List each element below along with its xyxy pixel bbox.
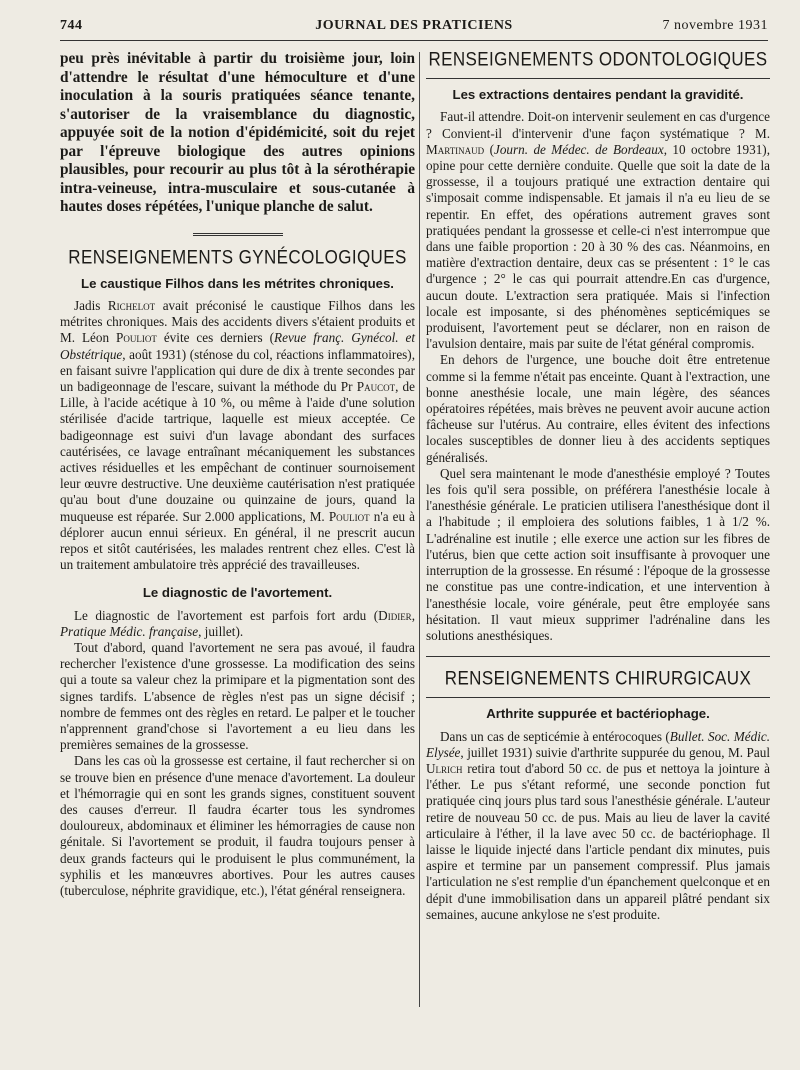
running-header — [60, 18, 768, 41]
article-paragraph: Dans un cas de septicémie à entérocoques (Bullet. Soc. Médic. Elysée, juillet 1931) suivie d'arthrite suppurée du genou, M. Paul Ulrich retira tout d'abord 50 cc. de pus et nettoya la jointure à l'éther. Le pus s'étant reformé, une seconde ponction fut pratiquée cinq jours plus tard sous l'anesthésie générale. L'auteur retire de nouveau 50 cc. de pus. Mais au lieu de laver la cavité articulaire à l'éther, il la lave avec 50 cc. de bactériophage. Il laisse le liquide injecté dans l'article pendant dix minutes, puis aspire et termine par un pansement compressif. Plus jamais l'articulation ne s'est remplie d'un épanchement quelconque et en dépit d'une immobilisation dans un appareil plâtré pendant six semaines, aucune ankylose ne s'est produite. — [426, 728, 771, 922]
article-paragraph: Quel sera maintenant le mode d'anesthésie employé ? Toutes les fois qu'il sera possible, on préférera l'anesthésie locale à l'anesthésie générale. Le praticien utilisera l'anesthésique dont il a l'habitude ; il emploiera des solutions faibles, 1 à 1/2 %. L'adrénaline est inutile ; elle exerce une action sur les fibres de l'utérus, bien que cette action soit insuffisante à provoquer une interruption de la grossesse. En résumé : l'époque de la grossesse ne constitue pas une contre-indication, et une intervention à l'anesthésie locale, voire générale, peut être employée sans hésitation. Il vaut mieux supprimer l'adrénaline dans les solutions anesthésiques. — [426, 465, 770, 643]
section-title-gynecologiques: RENSEIGNEMENTS GYNÉCOLOGIQUES — [68, 245, 407, 268]
left-column — [60, 50, 415, 899]
section-rule — [426, 697, 770, 698]
article-title-avortement: Le diagnostic de l'avortement. — [142, 585, 333, 601]
article-title-arthrite: Arthrite suppurée et bactériophage. — [486, 706, 710, 722]
column-divider — [419, 52, 420, 1007]
section-rule — [426, 78, 770, 79]
journal-reference: Bullet. Soc. Médic. Elysée — [426, 728, 771, 760]
section-block-chirurgicaux — [426, 656, 770, 923]
journal-reference: Revue franç. Gynécol. et Obstétrique — [60, 330, 416, 362]
journal-reference: Journ. de Médec. de Bordeaux — [493, 141, 664, 157]
author-name: Martinaud — [426, 141, 485, 157]
author-name: Paucot — [356, 378, 396, 394]
section-title-odontologiques: RENSEIGNEMENTS ODONTOLOGIQUES — [428, 48, 768, 71]
author-name: Pouliot — [328, 508, 370, 524]
section-title-chirurgicaux: RENSEIGNEMENTS CHIRURGICAUX — [444, 667, 752, 690]
article-title-extractions: Les extractions dentaires pendant la gravidité. — [452, 87, 744, 103]
article-paragraph: Tout d'abord, quand l'avortement ne sera pas avoué, il faudra rechercher l'existence d'une grossesse. La modification des seins qui a toute sa valeur chez la primipare et la pigmentation sont des signes tardifs. L'absence de règles n'est pas un signe décisif ; nombre de femmes ont des règles en retard. Le palper et le toucher n'apprennent grand'chose si l'avortement a eu lieu dans les premières semaines de la grossesse. — [60, 639, 415, 753]
section-separator — [193, 233, 283, 236]
author-name: Pouliot — [116, 330, 157, 346]
article-paragraph: En dehors de l'urgence, une bouche doit être entretenue comme si la femme n'était pas enceinte. Quant à l'extraction, une bonne anesthésie locale, une main légère, des séances opératoires répétées, mais brèves ne peuvent avoir aucune action fâcheuse sur l'utérus. Au contraire, elles évitent des infections locales susceptibles de donner lieu à des accidents septiques généralisés. — [426, 352, 770, 465]
author-name: Ulrich — [426, 760, 463, 776]
article-paragraph: Le diagnostic de l'avortement est parfois fort ardu (Didier, Pratique Médic. française, juillet). — [60, 607, 415, 639]
continuation-paragraph: peu près inévitable à partir du troisième jour, loin d'attendre le résultat d'une hémoculture et d'une inoculation à la souris pratiquées séance tenante, s'autoriser de la vraisemblance du diagnostic, appuyée soit de la notion d'épidémicité, soit du rejet par l'épreuve biologique des autres opinions plausibles, pour recourir au plus tôt à la sérothérapie intra-veineuse, intra-musculaire et sous-cutanée à hautes doses répétées, l'unique planche de salut. — [60, 50, 415, 215]
article-title-caustique: Le caustique Filhos dans les métrites chroniques. — [81, 275, 394, 291]
journal-reference: Pratique Médic. française — [60, 623, 199, 639]
article-paragraph: Jadis Richelot avait préconisé le caustique Filhos dans les métrites chroniques. Mais des accidents divers s'étaient produits et M. Léon Pouliot évite ces derniers (Revue franç. Gynécol. et Obstétrique, août 1931) (sténose du col, réactions inflammatoires), en faisant suivre l'application qui dure de dix à trente secondes par un badigeonnage de l'escare, suivant la méthode du Pr Paucot, de Lille, à l'acide acétique à 10 %, ou même à l'aide d'une solution stérilisée d'acide tartrique, laquelle est mieux acceptée. Ce badigeonnage est suivi d'un lavage abondant des surfaces cautérisées, ce lavage entraînant mécaniquement les substances actives résiduelles et les empêchant de continuer sournoisement leur œuvre destructive. Une deuxième cautérisation n'est pratiquée qu'au bout d'une douzaine ou quinzaine de jours, quand la muqueuse est réparée. Sur 2.000 applications, M. Pouliot n'a eu à déplorer aucun ennui sérieux. En général, il ne prescrit aucun repos et sitôt cautérisées, les malades rentrent chez elles. C'est là un traitement ambulatoire très apprécié des travailleuses. — [60, 297, 416, 573]
author-name: Richelot — [107, 297, 156, 313]
right-column — [426, 50, 770, 923]
article-paragraph: Faut-il attendre. Doit-on intervenir seulement en cas d'urgence ? Convient-il d'intervenir d'une façon systématique ? M. Martinaud (Journ. de Médec. de Bordeaux, 10 octobre 1931), opine pour cette dernière conduite. Quelle que soit la date de la grossesse, il a toujours pratiqué une extraction dentaire qui s'imposait comme indispensable. Et jamais il n'a eu lieu de se repentir. En effet, des opérations autrement graves sont pratiquées pendant la grossesse et celle-ci n'est interrompue que dans une faible proportion : 20 à 30 % des cas. Néanmoins, en matière d'extraction dentaire, deux cas se présentent : 1° le cas d'urgence ; 2° le cas qui pourrait attendre.En cas d'urgence, aucun doute. L'extraction sera pratiquée. Mais si l'infection locale est imposante, si des phénomènes septicémiques se produisent, l'avortement peut se déclarer, non en raison de l'avulsion dentaire, mais par suite de l'état général compromis. — [426, 109, 770, 352]
article-paragraph: Dans les cas où la grossesse est certaine, il faut rechercher si on se trouve bien en présence d'une menace d'avortement. La douleur et l'hémorragie qui en sont les grands signes, constituent souvent des causes d'erreur. Il faudra écarter tous les syndromes douloureux, abdominaux et éliminer les hémorragies de cause non génitale. Si l'avortement se produit, il faudra toujours penser à deux grands facteurs qui le produisent le plus communément, la syphilis et les manœuvres abortives. Pour les autres causes (tuberculose, néphrite gravidique, etc.), l'état général renseignera. — [60, 753, 415, 899]
journal-title: JOURNAL DES PRATICIENS — [315, 18, 513, 33]
author-name: Didier — [378, 607, 412, 623]
issue-date: 7 novembre 1931 — [662, 18, 768, 33]
page-number: 744 — [60, 18, 83, 33]
